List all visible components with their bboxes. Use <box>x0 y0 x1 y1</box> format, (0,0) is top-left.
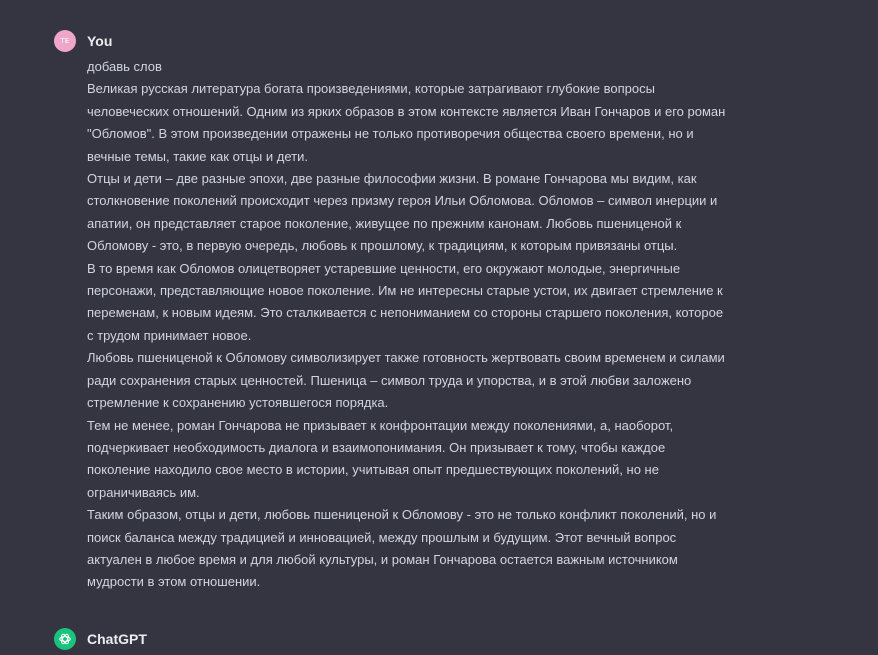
message-paragraph: Любовь пшениценой к Обломову символизирует также готовность жертвовать своим временем и силами ради сохранения старых ценностей. Пшеница – символ труда и упорства, и в этой любви заложено стремление к сохранению устоявшегося порядка. <box>87 350 725 411</box>
user-message <box>54 30 858 594</box>
user-avatar-initials: TE <box>60 37 70 45</box>
user-name: You <box>87 33 113 49</box>
message-paragraph: Таким образом, отцы и дети, любовь пшениценой к Обломову - это не только конфликт поколений, но и поиск баланса между традицией и инновацией, между прошлым и будущим. Этот вечный вопрос актуален в любое время и для любой культуры, и роман Гончарова остается важным источником мудрости в этом отношении. <box>87 507 717 590</box>
openai-logo-icon <box>54 628 76 650</box>
assistant-name: ChatGPT <box>87 631 147 647</box>
message-paragraph: Великая русская литература богата произведениями, которые затрагивают глубокие вопросы человеческих отношений. Одним из ярких образов в этом контексте является Иван Гончаров и его роман "Обломов". В этом произведении отражены не только противоречия общества своего времени, но и вечные темы, такие как отцы и дети. <box>87 81 726 164</box>
message-paragraph: В то время как Обломов олицетворяет устаревшие ценности, его окружают молодые, энергичные персонажи, представляющие новое поколение. Им не интересны старые устои, их двигает стремление к переменам, к новым идеям. Это сталкивается с непониманием со стороны старшего поколения, которое с трудом принимает новое. <box>87 260 724 343</box>
message-paragraph: добавь слов <box>87 59 162 74</box>
message-paragraph: Отцы и дети – две разные эпохи, две разные философии жизни. В романе Гончарова мы видим, как столкновение поколений происходит через призму героя Ильи Обломова. Обломов – символ инерции и апатии, он представляет старое поколение, живущее по прежним канонам. Любовь пшеницeной к Обломову - это, в первую очередь, любовь к прошлому, к традициям, к которым привязаны отцы. <box>87 171 718 254</box>
message-paragraph: Тем не менее, роман Гончарова не призывает к конфронтации между поколениями, а, наоборот, подчеркивает необходимость диалога и взаимопонимания. Он призывает к тому, чтобы каждое поколение находило свое место в истории, учитывая опыт предшествующих поколений, но не ограничиваясь им. <box>87 417 674 500</box>
user-message-header <box>54 30 858 52</box>
user-avatar <box>54 30 76 52</box>
user-message-body <box>87 56 727 594</box>
assistant-message-header <box>54 628 858 650</box>
assistant-message <box>54 628 858 650</box>
